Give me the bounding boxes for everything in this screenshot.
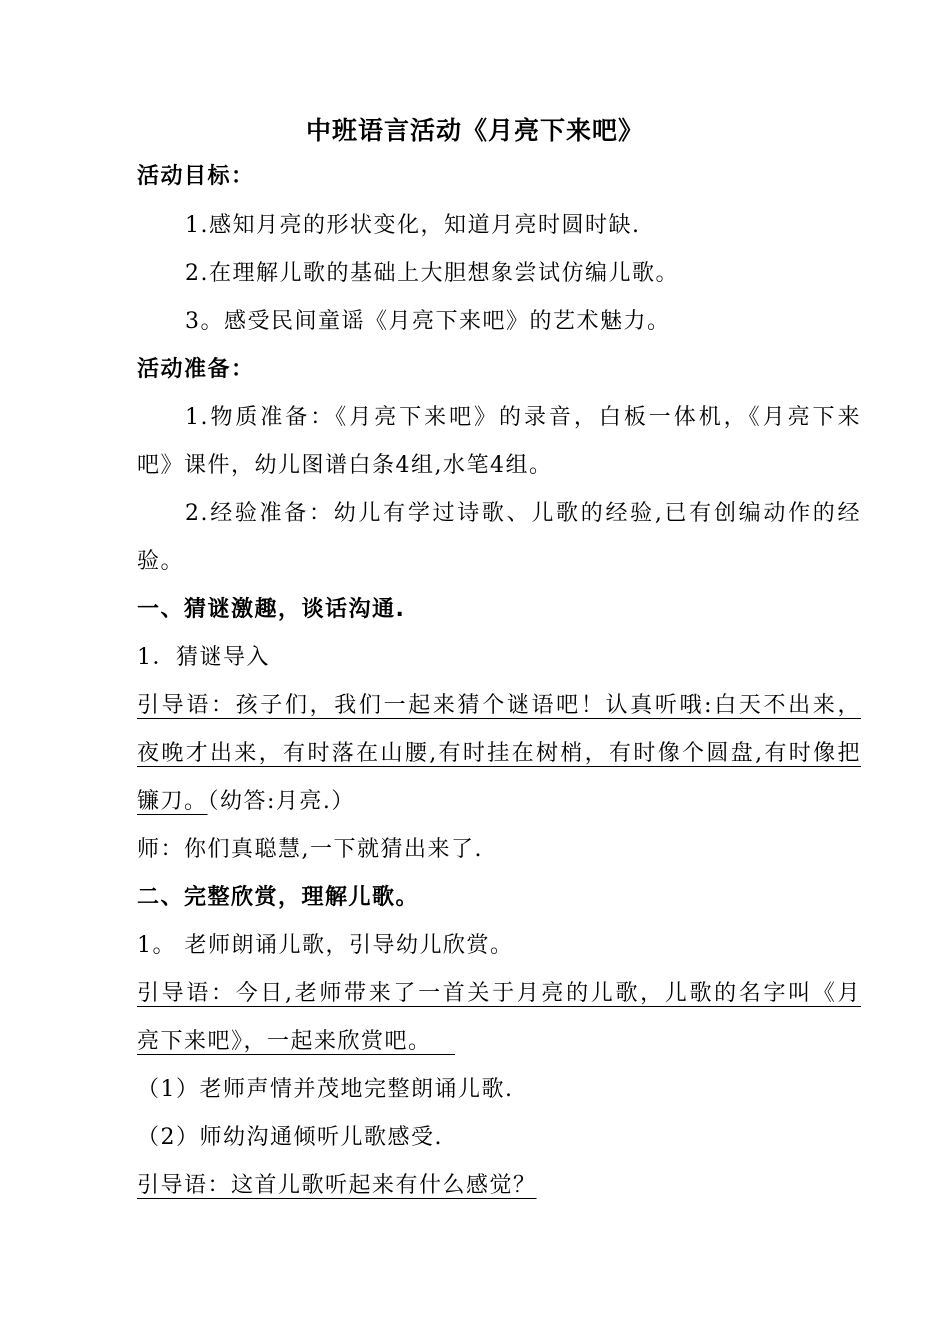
child-answer: （幼答:月亮.） bbox=[207, 789, 355, 814]
section-1-guide-line-2: 夜晚才出来，有时落在山腰,有时挂在树梢，有时像个圆盘,有时像把 bbox=[137, 741, 861, 766]
prep-item-1-line-2: 吧》课件，幼儿图谱白条4组,水笔4组。 bbox=[137, 453, 553, 478]
goals-heading: 活动目标： bbox=[137, 164, 255, 189]
section-2-guide-line-2-text: 亮下来吧》，一起来欣赏吧。 bbox=[137, 1029, 432, 1054]
goal-item-3: 3。感受民间童谣《月亮下来吧》的艺术魅力。 bbox=[185, 309, 671, 334]
goal-item-2: 2.在理解儿歌的基础上大胆想象尝试仿编儿歌。 bbox=[185, 261, 679, 286]
section-2-sub-2: （2）师幼沟通倾听儿歌感受. bbox=[137, 1125, 443, 1150]
section-1-guide-line-3 bbox=[137, 787, 861, 817]
section-1-guide-line-1: 引导语：孩子们，我们一起来猜个谜语吧！认真听哦:白天不出来， bbox=[137, 693, 861, 718]
section-1-heading: 一、猜谜激趣，谈话沟通. bbox=[137, 597, 406, 622]
section-2-guide-2-text: 引导语：这首儿歌听起来有什么感觉？ bbox=[137, 1173, 537, 1198]
prep-item-2-line-2: 验。 bbox=[137, 549, 185, 574]
prep-item-2-line-1: 2.经验准备：幼儿有学过诗歌、儿歌的经验,已有创编动作的经 bbox=[185, 501, 861, 526]
section-2-guide-2 bbox=[137, 1171, 861, 1201]
section-2-guide-line-2 bbox=[137, 1027, 861, 1057]
section-2-guide-line-1: 引导语：今日,老师带来了一首关于月亮的儿歌，儿歌的名字叫《月 bbox=[137, 981, 861, 1006]
prep-heading: 活动准备： bbox=[137, 357, 255, 382]
section-2-heading: 二、完整欣赏，理解儿歌。 bbox=[137, 885, 420, 910]
section-2-sub-1: （1）老师声情并茂地完整朗诵儿歌. bbox=[137, 1077, 514, 1102]
teacher-line: 师：你们真聪慧,一下就猜出来了. bbox=[137, 837, 483, 862]
prep-item-1-line-1: 1.物质准备：《月亮下来吧》的录音，白板一体机，《月亮下来 bbox=[185, 405, 861, 430]
goal-item-1: 1.感知月亮的形状变化，知道月亮时圆时缺. bbox=[185, 213, 641, 238]
page-title: 中班语言活动《月亮下来吧》 bbox=[305, 116, 644, 145]
section-2-step: 1。 老师朗诵儿歌，引导幼儿欣赏。 bbox=[137, 933, 514, 958]
section-1-step: 1．猜谜导入 bbox=[137, 645, 270, 670]
riddle-answer-underlined: 镰刀。 bbox=[137, 789, 208, 814]
